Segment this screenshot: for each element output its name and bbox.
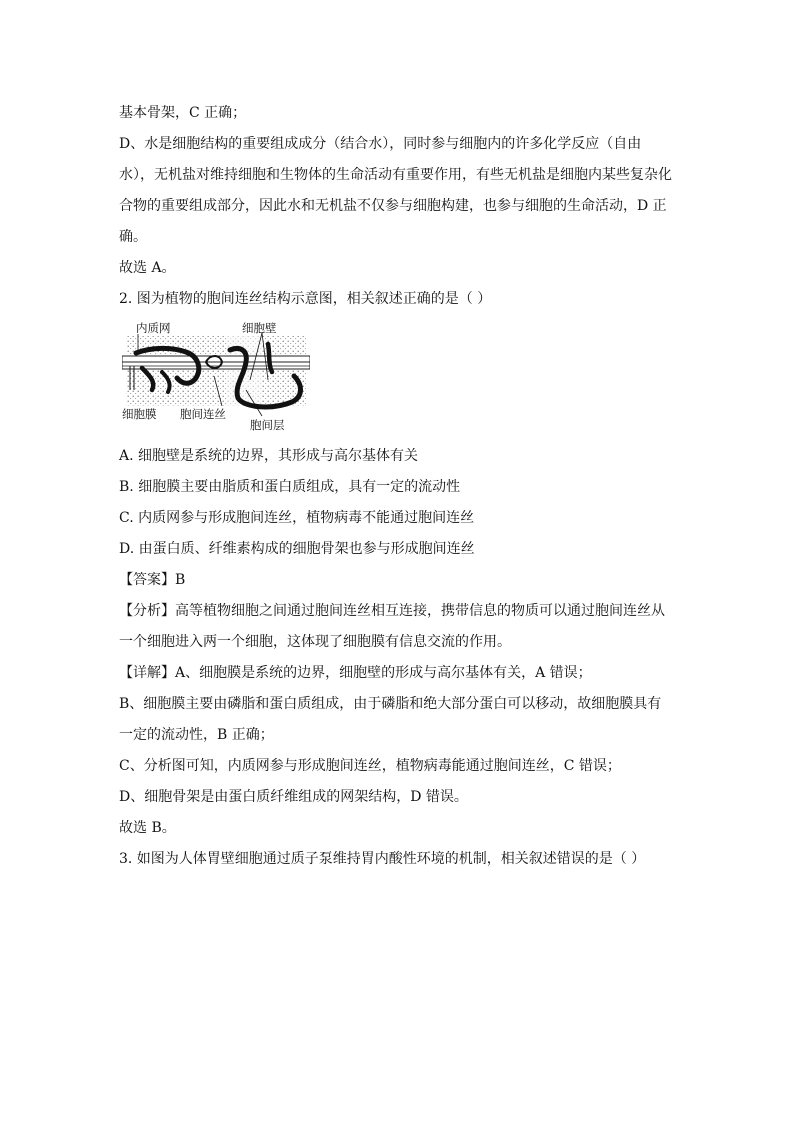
text-line: 合物的重要组成部分，因此水和无机盐不仅参与细胞构建，也参与细胞的生命活动，D 正 (119, 198, 667, 214)
detail-line: 【详解】A、细胞膜是系统的边界，细胞壁的形成与高尔基体有关，A 错误； (119, 665, 592, 681)
question-3-stem: 3. 如图为人体胃壁细胞通过质子泵维持胃内酸性环境的机制，相关叙述错误的是（ ） (119, 851, 646, 867)
plasmodesmata-figure (122, 320, 310, 432)
answer-line: 【答案】B (119, 572, 186, 588)
text-line: C、分析图可知，内质网参与形成胞间连丝，植物病毒能通过胞间连丝，C 错误； (119, 758, 621, 774)
text-line: 确。 (119, 229, 147, 245)
label-er: 内质网 (136, 321, 171, 335)
label-cell-wall: 细胞壁 (242, 321, 277, 335)
option-d: D. 由蛋白质、纤维素构成的细胞骨架也参与形成胞间连丝 (119, 541, 475, 557)
option-b: B. 细胞膜主要由脂质和蛋白质组成，具有一定的流动性 (119, 479, 461, 495)
question-2-stem: 2. 图为植物的胞间连丝结构示意图，相关叙述正确的是（ ） (119, 291, 492, 307)
text-line: 水），无机盐对维持细胞和生物体的生命活动有重要作用，有些无机盐是细胞内某些复杂化 (119, 167, 672, 183)
text-line: 一定的流动性，B 正确； (119, 727, 274, 743)
text-line: 故选 B。 (119, 820, 176, 836)
label-cell-membrane: 细胞膜 (122, 407, 157, 421)
option-a: A. 细胞壁是系统的边界，其形成与高尔基体有关 (119, 448, 419, 464)
text-line: D、水是细胞结构的重要组成成分（结合水），同时参与细胞内的许多化学反应（自由 (119, 136, 642, 152)
label-middle-lamella: 胞间层 (250, 418, 285, 432)
analysis-line: 【分析】高等植物细胞之间通过胞间连丝相互连接，携带信息的物质可以通过胞间连丝从 (119, 603, 665, 619)
label-plasmodesmata: 胞间连丝 (180, 407, 226, 421)
text-line: 故选 A。 (119, 260, 176, 276)
text-line: 一个细胞进入两一个细胞，这体现了细胞膜有信息交流的作用。 (119, 634, 511, 650)
text-line: D、细胞骨架是由蛋白质纤维组成的网架结构，D 错误。 (119, 789, 468, 805)
text-line: B、细胞膜主要由磷脂和蛋白质组成，由于磷脂和绝大部分蛋白可以移动，故细胞膜具有 (119, 696, 662, 712)
text-line: 基本骨架，C 正确； (119, 105, 247, 121)
option-c: C. 内质网参与形成胞间连丝，植物病毒不能通过胞间连丝 (119, 510, 475, 526)
